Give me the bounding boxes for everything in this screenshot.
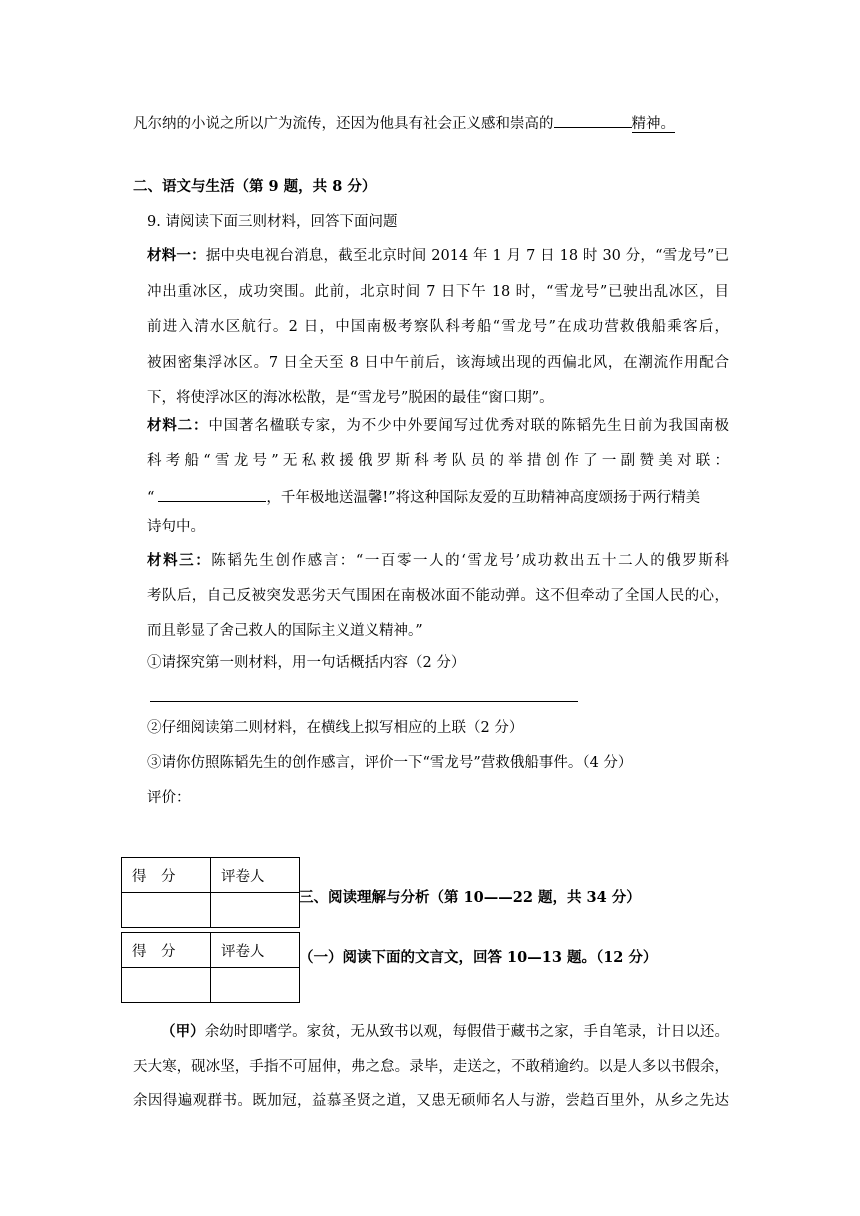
q8-tail-text: 凡尔纳的小说之所以广为流传，还因为他具有社会正义感和崇高的 bbox=[133, 116, 554, 132]
material3-line: 考队后，自己反被突发恶劣天气围困在南极冰面不能动弹。这不但牵动了全国人民的心， bbox=[147, 588, 729, 604]
material3-line: 陈韬先生创作感言：“一百零一人的‘雪龙号’成功救出五十二人的俄罗斯科 bbox=[211, 553, 729, 569]
q8-tail-line bbox=[133, 113, 675, 134]
grader-cell[interactable] bbox=[211, 968, 300, 1003]
material2-line: ，千年极地送温馨!”将这种国际友爱的互助精神高度颂扬于两行精美 bbox=[266, 490, 701, 506]
q8-answer-blank[interactable] bbox=[554, 113, 632, 128]
section3-subheading: （一）阅读下面的文言文，回答 10—13 题。（12 分） bbox=[299, 949, 658, 966]
passage-line: 余幼时即嗜学。家贫，无从致书以观，每假借于藏书之家，手自笔录，计日以还。 bbox=[204, 1024, 730, 1040]
material1-line: 下，将使浮冰区的海冰松散，是“雪龙号”脱困的最佳“窗口期”。 bbox=[147, 390, 554, 406]
material2-line: 中国著名楹联专家，为不少中外要闻写过优秀对联的陈韬先生日前为我国南极 bbox=[208, 418, 730, 434]
sub-question-1: ①请探究第一则材料，用一句话概括内容（2 分） bbox=[147, 655, 466, 671]
q8-tail-end: 精神。 bbox=[631, 116, 675, 132]
sub-question-2: ②仔细阅读第二则材料，在横线上拟写相应的上联（2 分） bbox=[147, 720, 524, 736]
passage-line: 天大寒，砚冰坚，手指不可屈伸，弗之怠。录毕，走送之，不敢稍逾约。以是人多以书假余， bbox=[133, 1059, 729, 1075]
passage-line: 余因得遍观群书。既加冠，益慕圣贤之道，又患无硕师名人与游，尝趋百里外，从乡之先达 bbox=[133, 1093, 729, 1109]
material2-line: 科考船“雪龙号”无私救援俄罗斯科考队员的举措创作了一副赞美对联： bbox=[147, 453, 729, 469]
grader-header-label: 评卷人 bbox=[211, 858, 300, 893]
q9-prompt: 9. 请阅读下面三则材料，回答下面问题 bbox=[147, 214, 398, 230]
material1-line: 前进入清水区航行。2 日，中国南极考察队科考船“雪龙号”在成功营救俄船乘客后， bbox=[147, 319, 729, 335]
material1-label: 材料一： bbox=[147, 247, 206, 264]
answer-line-1[interactable] bbox=[150, 701, 578, 702]
quote-open: “ bbox=[147, 490, 155, 506]
material3-label: 材料三： bbox=[147, 552, 212, 569]
score-box-2 bbox=[121, 932, 300, 1003]
score-header-label: 得 分 bbox=[122, 933, 211, 968]
couplet-answer-blank[interactable] bbox=[158, 487, 266, 502]
score-box-1 bbox=[121, 857, 300, 928]
material1-line: 冲出重冰区，成功突围。此前，北京时间 7 日下午 18 时，“雪龙号”已驶出乱冰区，目 bbox=[147, 284, 729, 300]
material1-line: 被困密集浮冰区。7 日全天至 8 日中午前后，该海域出现的西偏北风，在潮流作用配合 bbox=[147, 355, 729, 371]
score-cell[interactable] bbox=[122, 968, 211, 1003]
grader-cell[interactable] bbox=[211, 893, 300, 928]
material2-label: 材料二： bbox=[147, 417, 209, 434]
section2-heading: 二、语文与生活（第 9 题，共 8 分） bbox=[133, 178, 377, 195]
material3-line: 而且彰显了舍己救人的国际主义道义精神。” bbox=[147, 623, 423, 639]
score-cell[interactable] bbox=[122, 893, 211, 928]
grader-header-label: 评卷人 bbox=[211, 933, 300, 968]
passage-label: （甲） bbox=[161, 1023, 205, 1040]
material1-line: 据中央电视台消息，截至北京时间 2014 年 1 月 7 日 18 时 30 分，“雪龙号”已 bbox=[205, 248, 730, 264]
score-header-label: 得 分 bbox=[122, 858, 211, 893]
sub-question-3: ③请你仿照陈韬先生的创作感言，评价一下“雪龙号”营救俄船事件。（4 分） bbox=[147, 755, 633, 771]
evaluation-label: 评价： bbox=[147, 790, 191, 806]
section3-heading: 三、阅读理解与分析（第 10——22 题，共 34 分） bbox=[299, 889, 641, 906]
material2-line: 诗句中。 bbox=[147, 519, 205, 535]
